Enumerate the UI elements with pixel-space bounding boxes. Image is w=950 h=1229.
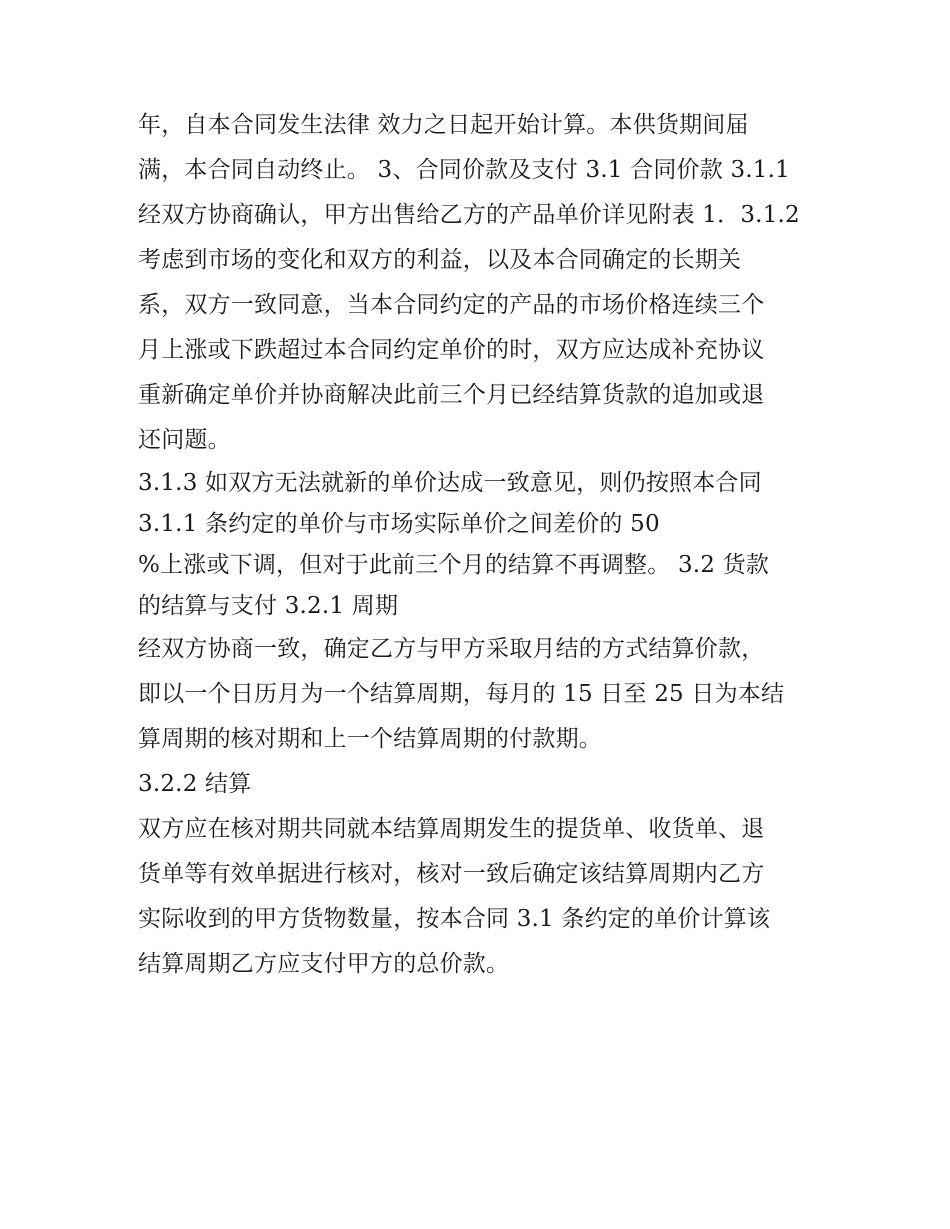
text-line: %上涨或下调，但对于此前三个月的结算不再调整。 3.2 货款	[138, 552, 770, 578]
text-line: 还问题。	[138, 427, 231, 453]
contract-text	[138, 103, 828, 987]
text-line: 实际收到的甲方货物数量，按本合同 3.1 条约定的单价计算该	[138, 906, 771, 932]
text-line: 月上涨或下跌超过本合同约定单价的时，双方应达成补充协议	[138, 337, 765, 363]
text-line: 结算周期乙方应支付甲方的总价款。	[138, 951, 510, 977]
text-line: 3.1.3 如双方无法就新的单价达成一致意见，则仍按照本合同	[138, 470, 762, 496]
text-line: 重新确定单价并协商解决此前三个月已经结算货款的追加或退	[138, 382, 765, 408]
text-line: 3.1.1 条约定的单价与市场实际单价之间差价的 50	[138, 511, 660, 537]
text-line: 年，自本合同发生法律 效力之日起开始计算。本供货期间届	[138, 112, 749, 138]
text-line: 考虑到市场的变化和双方的利益，以及本合同确定的长期关	[138, 247, 742, 273]
text-line: 的结算与支付 3.2.1 周期	[138, 593, 399, 619]
text-line: 经双方协商确认，甲方出售给乙方的产品单价详见附表 1．3.1.2	[138, 202, 800, 228]
text-line: 双方应在核对期共同就本结算周期发生的提货单、收货单、退	[138, 816, 765, 842]
text-line: 货单等有效单据进行核对，核对一致后确定该结算周期内乙方	[138, 861, 765, 887]
text-line: 即以一个日历月为一个结算周期，每月的 15 日至 25 日为本结	[138, 681, 785, 707]
text-line: 3.2.2 结算	[138, 771, 252, 797]
text-line: 满，本合同自动终止。 3、合同价款及支付 3.1 合同价款 3.1.1	[138, 157, 790, 183]
text-line: 经双方协商一致，确定乙方与甲方采取月结的方式结算价款，	[138, 636, 765, 662]
text-line: 系，双方一致同意，当本合同约定的产品的市场价格连续三个	[138, 292, 765, 318]
text-line: 算周期的核对期和上一个结算周期的付款期。	[138, 726, 602, 752]
